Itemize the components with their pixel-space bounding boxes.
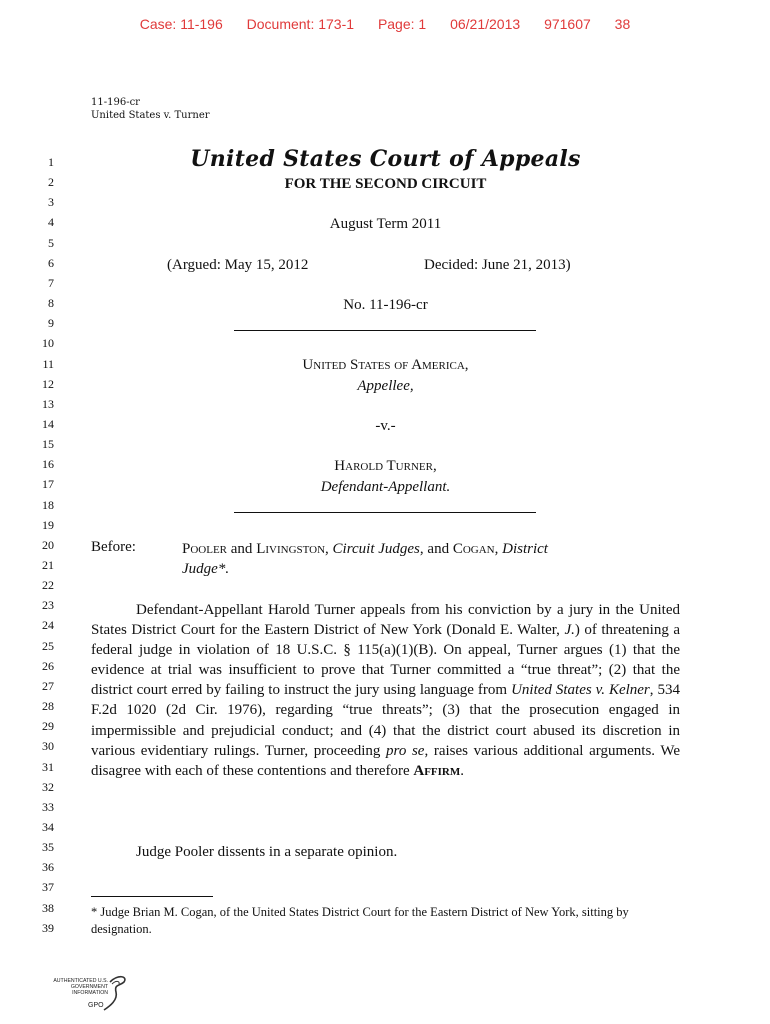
line-number: 30 — [42, 739, 54, 754]
line-number: 1 — [48, 155, 54, 169]
divider-top — [234, 330, 536, 331]
panel-label: Before: — [91, 539, 136, 555]
judge-cogan: Cogan — [452, 541, 495, 557]
filing-header — [0, 16, 770, 32]
filing-date: 06/21/2013 — [450, 16, 521, 32]
judge-pooler: Pooler — [182, 541, 228, 557]
line-number: 36 — [42, 860, 54, 875]
argued-date: (Argued: May 15, 2012 — [167, 257, 309, 273]
line-number: 24 — [42, 618, 54, 633]
circuit-judges-label: Circuit Judges — [332, 541, 420, 557]
footnote: * Judge Brian M. Cogan, of the United States District Court for the Eastern District of New York, sitting by designation. — [91, 905, 629, 936]
line-number: 17 — [42, 477, 54, 492]
line-number: 4 — [48, 215, 54, 230]
line-number: 38 — [42, 900, 54, 915]
line-number: 12 — [42, 376, 54, 391]
line-number: 8 — [48, 296, 54, 311]
divider-bottom — [234, 512, 536, 513]
opinion-period: . — [460, 762, 465, 779]
decided-date: Decided: June 21, 2013) — [424, 257, 571, 273]
opinion-pro-se: pro se — [386, 742, 425, 759]
line-number: 9 — [48, 316, 54, 331]
line-number: 18 — [42, 497, 54, 512]
footnote-rule — [91, 896, 213, 897]
opinion-text-1: Defendant-Appellant Harold Turner appeals from his conviction by a jury in the United States District Court for the Eastern District of New York (Donald E. Walter, — [91, 602, 680, 639]
line-number: 11 — [42, 356, 54, 371]
opinion-text-3: ) of threatening a federal judge in violation of 18 U.S.C. § 115(a)(1)(B). On appeal, Turner argues (1) that the evidence at trial was insufficient to prove that Turner committed a “true threat”; (2) that the district court erred by failing to instruct the jury using language from — [91, 622, 680, 699]
case-number: Case: 11-196 — [139, 16, 223, 32]
line-number: 27 — [42, 678, 54, 693]
case-number-line: No. 11-196-cr — [343, 297, 428, 313]
line-number: 5 — [48, 235, 54, 250]
judge-livingston: Livingston — [256, 541, 326, 557]
dissent-paragraph: Judge Pooler dissents in a separate opinion. — [136, 844, 398, 860]
court-name: United States Court of Appeals — [190, 146, 581, 172]
line-number: 22 — [42, 578, 54, 593]
versus: -v.- — [375, 418, 396, 434]
panel-comma-2: , — [494, 541, 503, 557]
line-number: 19 — [42, 517, 54, 532]
line-number: 35 — [42, 840, 54, 855]
page-count: 38 — [614, 16, 631, 32]
line-number: 37 — [42, 880, 54, 895]
line-number: 16 — [42, 457, 54, 472]
appellant-role: Defendant-Appellant. — [320, 479, 451, 495]
appellant-name: Harold Turner, — [334, 458, 437, 474]
opinion-text-4: , 534 F.2d 1020 (2d Cir. 1976), regarding “true threats”; (3) that the prosecution engaged in impermissible and prejudicial conduct; and (4) that the district court abused its discretion in various evidentiary rulings. Turner, proceeding — [91, 682, 681, 759]
page-number: Page: 1 — [377, 16, 427, 32]
docket-number: 11-196-cr — [91, 97, 140, 108]
line-number: 34 — [42, 819, 54, 834]
line-number: 14 — [42, 416, 54, 431]
line-number: 2 — [48, 175, 54, 190]
line-number: 23 — [42, 598, 54, 613]
line-number: 31 — [42, 759, 54, 774]
opinion-paragraph — [91, 600, 680, 781]
filing-id: 971607 — [544, 16, 591, 32]
line-number: 26 — [42, 658, 54, 673]
opinion-case-cite: United States v. Kelner — [511, 682, 650, 699]
opinion-disposition: Affirm — [413, 762, 461, 779]
gpo-authentication-logo — [40, 972, 130, 1016]
line-number: 13 — [42, 396, 54, 411]
term: August Term 2011 — [329, 216, 442, 232]
line-number: 29 — [42, 719, 54, 734]
gpo-logo-text: AUTHENTICATED U.S. GOVERNMENT INFORMATION — [53, 978, 108, 996]
line-number: 7 — [48, 275, 54, 290]
line-number: 33 — [42, 799, 54, 814]
case-caption — [91, 96, 210, 122]
panel-and: and — [227, 541, 257, 557]
line-number: 3 — [48, 195, 54, 210]
opinion-summary — [91, 600, 680, 781]
line-number: 6 — [48, 255, 54, 270]
line-number: 20 — [42, 537, 54, 552]
panel-judges — [182, 539, 680, 579]
judge-label: Judge*. — [182, 561, 230, 578]
line-number: 32 — [42, 779, 54, 794]
district-label: District — [502, 541, 548, 557]
gpo-eagle-icon — [40, 972, 130, 1016]
gpo-mark: GPO — [88, 1002, 104, 1009]
line-number: 15 — [42, 437, 54, 452]
circuit-name: FOR THE SECOND CIRCUIT — [284, 176, 487, 192]
short-title: United States v. Turner — [91, 110, 210, 121]
appellee-name: United States of America, — [302, 357, 469, 373]
panel-and-2: , and — [419, 541, 453, 557]
document-number: Document: 173-1 — [246, 16, 355, 32]
line-number: 10 — [42, 336, 54, 351]
appellee-role: Appellee, — [357, 378, 414, 394]
line-number: 25 — [42, 638, 54, 653]
line-number: 39 — [42, 920, 54, 935]
line-number: 28 — [42, 699, 54, 714]
panel-comma: , — [325, 541, 333, 557]
opinion-text-5: , raises various additional arguments. We disagree with each of these contentions and therefore — [91, 742, 681, 779]
dissent-note — [91, 842, 680, 862]
opinion-text-2: J. — [564, 622, 575, 639]
line-number: 21 — [42, 558, 54, 572]
